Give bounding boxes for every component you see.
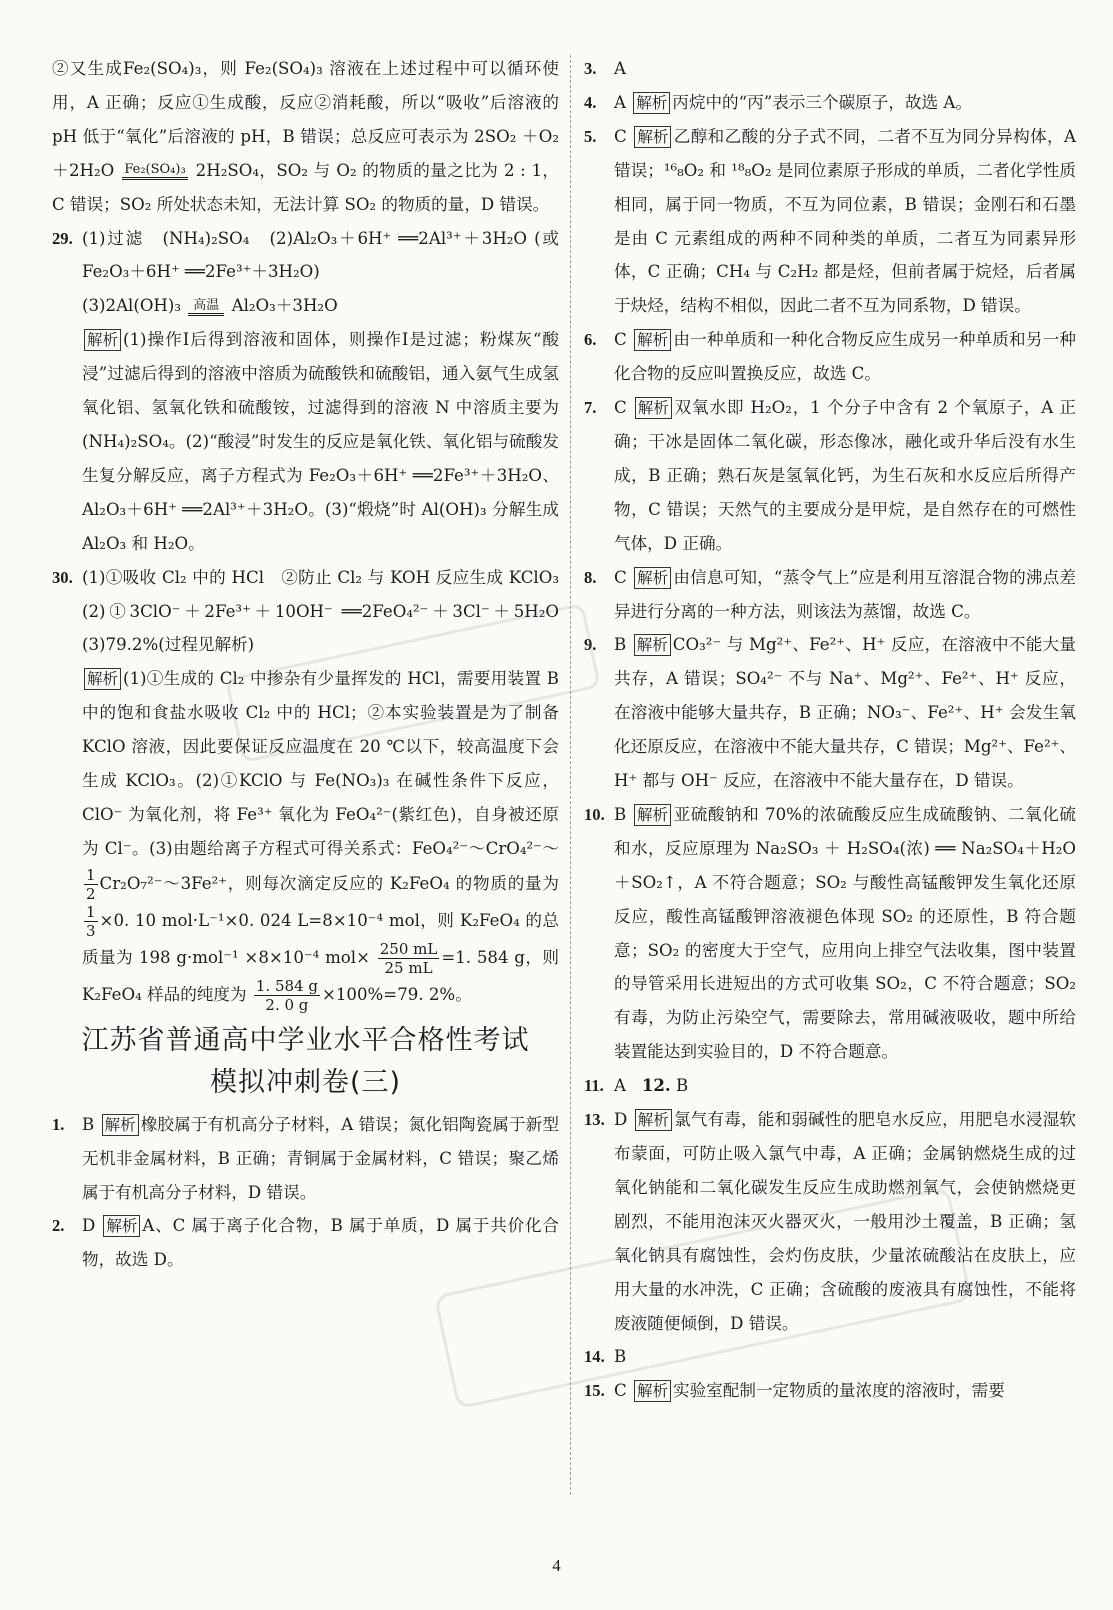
analysis-tag: 解析	[634, 567, 671, 589]
question-2: 2. D 解析 A、C 属于离子化合物，B 属于单质，D 属于共价化合物，故选 D。	[52, 1216, 559, 1270]
question-5: 5. C 解析 乙醇和乙酸的分子式不同，二者不互为同分异构体，A 错误；¹⁶₈O₂ 和 ¹⁸₈O₂ 是同位素原子形成的单质，二者化学性质相同，属于同一物质，不互为同位素，B 错误；金刚石和石墨是由 C 元素组成的两种不同种类的单质，二者互为同素异形体，C 正确；CH₄ 与 C₂H₂ 都是烃，但前者属于烷烃，后者属于炔烃，结构不相似，因此二者不互为同系物，D 错误。	[584, 126, 1076, 316]
question-11-12: 11. A 12. B	[584, 1075, 689, 1096]
analysis-tag: 解析	[635, 1109, 672, 1131]
question-13: 13. D 解析 氯气有毒，能和弱碱性的肥皂水反应，用肥皂水浸湿软布蒙面，可防止吸入氯气中毒，A 正确；金属钠燃烧生成的过氧化钠能和二氧化碳发生反应生成助燃剂氧气，会使钠燃烧更剧烈，不能用泡沫灭火器灭火，一般用沙土覆盖，B 正确；氢氧化钠具有腐蚀性，会灼伤皮肤，少量浓硫酸沾在皮肤上，应用大量的水冲洗，C 正确；含硫酸的废液具有腐蚀性，不能将废液随便倾倒，D 错误。	[584, 1110, 1077, 1333]
reaction-arrow: 高温	[188, 298, 224, 316]
analysis-tag: 解析	[634, 1380, 671, 1402]
fraction-purity: $\frac{1. 584 g}{2. 0 g}$	[255, 976, 318, 1014]
analysis-tag: 解析	[634, 634, 671, 656]
q30-answer: (1)①吸收 Cl₂ 中的 HCl ②防止 Cl₂ 与 KOH 反应生成 KClO₃ (2)①3ClO⁻＋2Fe³⁺＋10OH⁻ ══2FeO₄²⁻＋3Cl⁻＋5H₂O (3)79.2%(过程见解析)	[82, 567, 576, 655]
fraction-volume: $\frac{250 mL}{25 mL}$	[379, 939, 438, 977]
analysis-tag: 解析	[84, 668, 121, 690]
right-column	[584, 52, 1076, 1408]
analysis-tag: 解析	[84, 329, 121, 351]
analysis-tag: 解析	[634, 329, 671, 351]
analysis-tag: 解析	[635, 397, 672, 419]
left-column	[52, 52, 576, 1277]
analysis-tag: 解析	[633, 92, 670, 114]
analysis-tag: 解析	[102, 1114, 139, 1136]
section-title: 江苏省普通高中学业水平合格性考试 模拟冲刺卷(三)	[81, 1024, 530, 1098]
question-9: 9. B 解析 CO₃²⁻ 与 Mg²⁺、Fe²⁺、H⁺ 反应，在溶液中不能大量共存，A 错误；SO₄²⁻ 不与 Na⁺、Mg²⁺、Fe²⁺、H⁺ 反应，在溶液中能够大量共存，B 正确；NO₃⁻、Fe²⁺、H⁺ 会发生氧化还原反应，在溶液中不能大量共存，C 错误；Mg²⁺、Fe²⁺、H⁺ 都与 OH⁻ 反应，在溶液中不能大量存在，D 错误。	[584, 635, 1077, 791]
analysis-tag: 解析	[634, 804, 671, 826]
q30-analysis: 解析 (1)①生成的 Cl₂ 中掺杂有少量挥发的 HCl，需要用装置 B 中的饱和食盐水吸收 Cl₂ 中的 HCl；②本实验装置是为了制备 KClO 溶液，因此要保证反应温度在 20 ℃以下，较高温度下会生成 KClO₃。(2)①KClO 与 Fe(NO₃)₃ 在碱性条件下反应，ClO⁻ 为氧化剂，将 Fe³⁺ 氧化为 FeO₄²⁻(紫红色)，自身被还原为 Cl⁻。(3)由题给离子方程式可得关系式：FeO₄²⁻～CrO₄²⁻～ $\frac{1}{2}$ Cr₂O₇²⁻～3Fe²⁺，则每次滴定反应的 K₂FeO₄ 的物质的量为 $\frac{1}{3}$ ×0. 10 mol·L⁻¹×0. 024 L=8×10⁻⁴ mol，则 K₂FeO₄ 的总质量为 198 g·mol⁻¹ ×8×10⁻⁴ mol× $\frac{250 mL}{25 mL}$ =1. 584 g，则 K₂FeO₄ 样品的纯度为 $\frac{1. 584 g}{2. 0 g}$ ×100%=79. 2%。	[82, 669, 559, 1014]
fraction-third: $\frac{1}{3}$	[86, 902, 96, 940]
q29-analysis: 解析 (1)操作Ⅰ后得到溶液和固体，则操作Ⅰ是过滤；粉煤灰“酸浸”过滤后得到的溶液中溶质为硫酸铁和硫酸铝，通入氨气生成氢氧化铝、氢氧化铁和硫酸铵，过滤得到的溶液 N 中溶质主要为(NH₄)₂SO₄。(2)“酸浸”时发生的反应是氧化铁、氧化铝与硫酸发生复分解反应，离子方程式为 Fe₂O₃＋6H⁺ ══2Fe³⁺＋3H₂O、Al₂O₃＋6H⁺ ══2Al³⁺＋3H₂O。(3)“煅烧”时 Al(OH)₃ 分解生成 Al₂O₃ 和 H₂O。	[82, 330, 559, 553]
question-30: 30. (1)①吸收 Cl₂ 中的 HCl ②防止 Cl₂ 与 KOH 反应生成 KClO₃ (2)①3ClO⁻＋2Fe³⁺＋10OH⁻ ══2FeO₄²⁻＋3Cl⁻＋5H₂O (3)79.2%(过程见解析) 解析 (1)①生成的 Cl₂ 中掺杂有少量挥发的 HCl，需要用装置 B 中的饱和食盐水吸收 Cl₂ 中的 HCl；②本实验装置是为了制备 KClO 溶液，因此要保证反应温度在 20 ℃以下，较高温度下会生成 KClO₃。(2)①KClO 与 Fe(NO₃)₃ 在碱性条件下反应，ClO⁻ 为氧化剂，将 Fe³⁺ 氧化为 FeO₄²⁻(紫红色)，自身被还原为 Cl⁻。(3)由题给离子方程式可得关系式：FeO₄²⁻～CrO₄²⁻～ $\frac{1}{2}$ Cr₂O₇²⁻～3Fe²⁺，则每次滴定反应的 K₂FeO₄ 的物质的量为 $\frac{1}{3}$ ×0. 10 mol·L⁻¹×0. 024 L=8×10⁻⁴ mol，则 K₂FeO₄ 的总质量为 198 g·mol⁻¹ ×8×10⁻⁴ mol× $\frac{250 mL}{25 mL}$ =1. 584 g，则 K₂FeO₄ 样品的纯度为 $\frac{1. 584 g}{2. 0 g}$ ×100%=79. 2%。	[52, 561, 559, 1014]
q28-analysis-continued: ②又生成Fe₂(SO₄)₃，则 Fe₂(SO₄)₃ 溶液在上述过程中可以循环使用，A 正确；反应①生成酸，反应②消耗酸，所以“吸收”后溶液的 pH 低于“氧化”后溶液的 pH，B 错误；总反应可表示为 2SO₂ ＋O₂ ＋2H₂O Fe₂(SO₄)₃ 2H₂SO₄，SO₂ 与 O₂ 的物质的量之比为 2 : 1，C 错误；SO₂ 所处状态未知，无法计算 SO₂ 的物质的量，D 错误。	[52, 59, 559, 214]
question-3: 3. A	[584, 59, 626, 78]
question-7: 7. C 解析 双氧水即 H₂O₂，1 个分子中含有 2 个氧原子，A 正确；干冰是固体二氧化碳，形态像冰，融化或升华后没有水生成，B 正确；熟石灰是氢氧化钙，为生石灰和水反应后所得产物，C 错误；天然气的主要成分是甲烷，是自然存在的可燃性气体，D 正确。	[584, 398, 1076, 553]
question-6: 6. C 解析 由一种单质和一种化合物反应生成另一种单质和另一种化合物的反应叫置换反应，故选 C。	[584, 330, 1076, 384]
question-10: 10. B 解析 亚硫酸钠和 70%的浓硫酸反应生成硫酸钠、二氧化硫和水，反应原理为 Na₂SO₃ ＋ H₂SO₄(浓) ══ Na₂SO₄＋H₂O＋SO₂↑，A 不符合题意；SO₂ 与酸性高锰酸钾发生氧化还原反应，酸性高锰酸钾溶液褪色体现 SO₂ 的还原性，B 符合题意；SO₂ 的密度大于空气，应用向上排空气法收集，图中装置的导管采用长进短出的方式可收集 SO₂，C 不符合题意；SO₂ 有毒，为防止污染空气，需要除去，常用碱液吸收，题中所给装置能达到实验目的，D 不符合题意。	[584, 804, 1076, 1062]
q29-answer: (1)过滤 (NH₄)₂SO₄ (2)Al₂O₃＋6H⁺ ══2Al³⁺＋3H₂O (或 Fe₂O₃＋6H⁺ ══2Fe³⁺＋3H₂O)	[82, 228, 559, 282]
reaction-arrow: Fe₂(SO₄)₃	[122, 162, 188, 180]
question-29: 29. (1)过滤 (NH₄)₂SO₄ (2)Al₂O₃＋6H⁺ ══2Al³⁺＋3H₂O (或 Fe₂O₃＋6H⁺ ══2Fe³⁺＋3H₂O) (3)2Al(OH)₃ 高温 Al₂O₃＋3H₂O 解析 (1)操作Ⅰ后得到溶液和固体，则操作Ⅰ是过滤；粉煤灰“酸浸”过滤后得到的溶液中溶质为硫酸铁和硫酸铝，通入氨气生成氢氧化铝、氢氧化铁和硫酸铵，过滤得到的溶液 N 中溶质主要为(NH₄)₂SO₄。(2)“酸浸”时发生的反应是氧化铁、氧化铝与硫酸发生复分解反应，离子方程式为 Fe₂O₃＋6H⁺ ══2Fe³⁺＋3H₂O、Al₂O₃＋6H⁺ ══2Al³⁺＋3H₂O。(3)“煅烧”时 Al(OH)₃ 分解生成 Al₂O₃ 和 H₂O。	[52, 222, 559, 561]
question-4: 4. A 解析 丙烷中的“丙”表示三个碳原子，故选 A。	[584, 92, 973, 112]
q29-answer-3: (3)2Al(OH)₃ 高温 Al₂O₃＋3H₂O	[82, 296, 338, 316]
page-number: 4	[552, 1556, 561, 1575]
analysis-tag: 解析	[634, 126, 671, 148]
column-divider	[570, 55, 571, 1495]
question-14: 14. B	[584, 1347, 627, 1367]
question-15: 15. C 解析 实验室配制一定物质的量浓度的溶液时，需要	[584, 1381, 1005, 1401]
question-8: 8. C 解析 由信息可知，“蒸令气上”应是利用互溶混合物的沸点差异进行分离的一种方法，则该法为蒸馏，故选 C。	[584, 567, 1076, 621]
fraction-half: $\frac{1}{2}$	[86, 865, 96, 903]
analysis-tag: 解析	[103, 1215, 140, 1237]
question-1: 1. B 解析 橡胶属于有机高分子材料，A 错误；氮化铝陶瓷属于新型无机非金属材料，B 正确；青铜属于金属材料，C 错误；聚乙烯属于有机高分子材料，D 错误。	[52, 1114, 559, 1202]
